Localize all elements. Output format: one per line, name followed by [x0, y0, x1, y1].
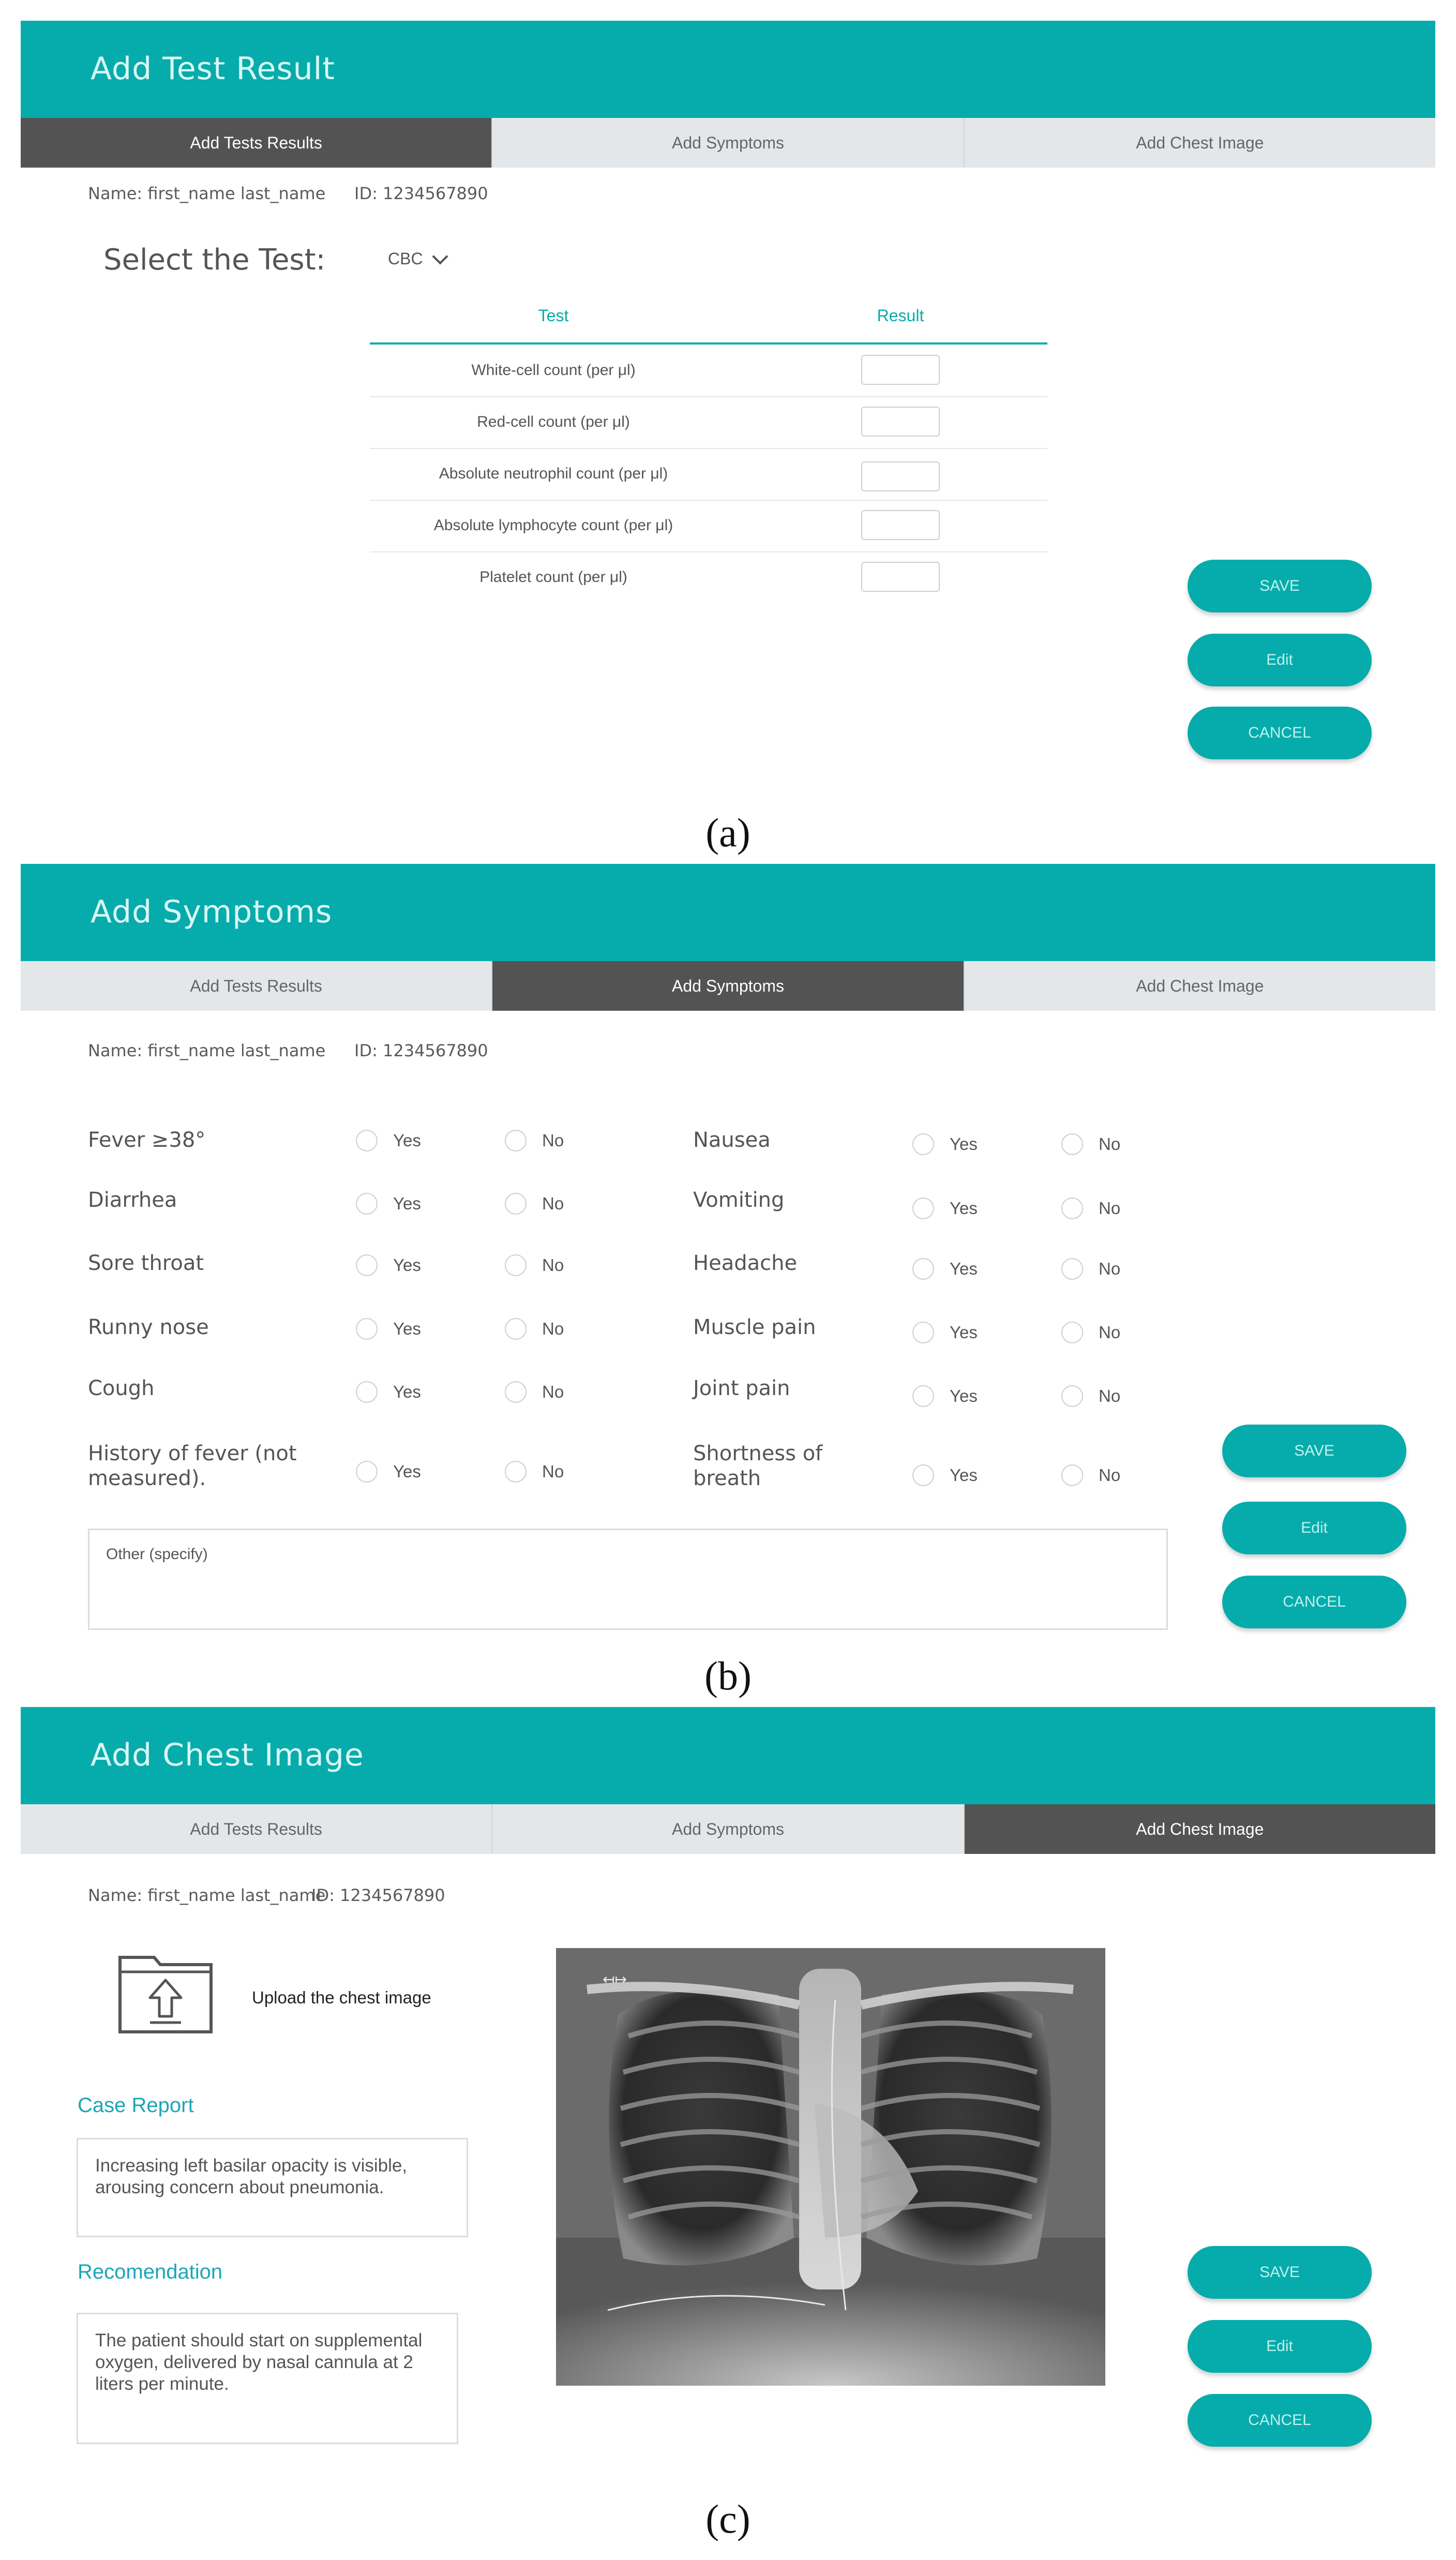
radio-label: Yes	[393, 1319, 421, 1338]
figure-caption-c: (c)	[706, 2496, 750, 2541]
radio-circle	[505, 1254, 527, 1276]
test-name: Absolute lymphocyte count (per μl)	[433, 517, 673, 534]
test-name: Platelet count (per μl)	[479, 568, 627, 586]
patient-name: Name: first_name last_name	[88, 1041, 326, 1060]
radio-no[interactable]	[1061, 1133, 1120, 1155]
radio-circle	[356, 1461, 378, 1483]
tab-add-tests-results[interactable]: Add Tests Results	[21, 961, 492, 1011]
selected-test-value: CBC	[388, 249, 423, 268]
radio-label: No	[542, 1194, 564, 1213]
radio-yes[interactable]	[356, 1130, 421, 1151]
chest-xray-graphic	[556, 1948, 1105, 2386]
symptom-label: Muscle pain	[693, 1315, 816, 1339]
save-button[interactable]: SAVE	[1188, 2246, 1372, 2299]
radio-yes[interactable]	[912, 1258, 978, 1280]
radio-yes[interactable]	[356, 1381, 421, 1403]
radio-yes[interactable]	[912, 1197, 978, 1219]
radio-circle	[1061, 1258, 1083, 1280]
other-symptoms-textarea[interactable]	[88, 1529, 1168, 1630]
radio-label: No	[1099, 1199, 1121, 1218]
tab-bar-a	[21, 118, 1435, 168]
symptom-label: Sore throat	[88, 1251, 204, 1275]
page-title: Add Test Result	[91, 51, 335, 87]
radio-yes[interactable]	[356, 1254, 421, 1276]
radio-circle	[912, 1133, 934, 1155]
recommendation-textarea[interactable]: The patient should start on supplemental oxygen, delivered by nasal cannula at 2 liters per minute.	[77, 2313, 458, 2444]
tab-add-chest-image[interactable]: Add Chest Image	[965, 1804, 1435, 1854]
radio-no[interactable]	[505, 1381, 564, 1403]
symptom-label: History of fever (not measured).	[88, 1442, 297, 1490]
tab-add-symptoms[interactable]: Add Symptoms	[492, 961, 964, 1011]
radio-circle	[1061, 1385, 1083, 1407]
radio-label: No	[1099, 1259, 1121, 1278]
radio-circle	[912, 1322, 934, 1343]
radio-circle	[356, 1318, 378, 1340]
edit-button[interactable]: Edit	[1222, 1502, 1406, 1554]
symptom-label: Nausea	[693, 1128, 771, 1152]
radio-circle	[505, 1318, 527, 1340]
tab-add-symptoms[interactable]: Add Symptoms	[492, 118, 964, 168]
radio-label: Yes	[393, 1382, 421, 1401]
figure-caption-b: (b)	[704, 1653, 752, 1698]
header-bar-c	[21, 1707, 1435, 1804]
radio-circle	[912, 1197, 934, 1219]
tab-add-tests-results[interactable]: Add Tests Results	[21, 118, 492, 168]
cancel-button[interactable]: CANCEL	[1222, 1576, 1406, 1628]
radio-label: Yes	[950, 1134, 978, 1154]
tab-bar-c	[21, 1804, 1435, 1854]
radio-no[interactable]	[505, 1461, 564, 1483]
radio-no[interactable]	[505, 1254, 564, 1276]
edit-button[interactable]: Edit	[1188, 634, 1372, 686]
select-test-label: Select the Test:	[103, 243, 326, 277]
table-row	[370, 448, 1047, 501]
patient-name: Name: first_name last_name	[88, 184, 326, 203]
case-report-textarea[interactable]: Increasing left basilar opacity is visible, arousing concern about pneumonia.	[77, 2138, 468, 2237]
radio-yes[interactable]	[912, 1464, 978, 1486]
radio-no[interactable]	[505, 1318, 564, 1340]
radio-circle	[356, 1254, 378, 1276]
symptom-label: Headache	[693, 1251, 798, 1275]
radio-label: Yes	[950, 1386, 978, 1405]
radio-circle	[1061, 1133, 1083, 1155]
save-button[interactable]: SAVE	[1222, 1425, 1406, 1477]
radio-label: No	[542, 1319, 564, 1338]
radio-yes[interactable]	[912, 1133, 978, 1155]
patient-name: Name: first_name last_name	[88, 1885, 326, 1905]
page-title: Add Chest Image	[91, 1737, 364, 1773]
radio-yes[interactable]	[356, 1318, 421, 1340]
radio-label: No	[1099, 1323, 1121, 1342]
radio-circle	[912, 1385, 934, 1407]
radio-no[interactable]	[1061, 1322, 1120, 1343]
radio-circle	[1061, 1464, 1083, 1486]
cancel-button[interactable]: CANCEL	[1188, 707, 1372, 759]
radio-circle	[505, 1461, 527, 1483]
radio-label: No	[542, 1462, 564, 1481]
result-input[interactable]	[861, 562, 940, 592]
table-row	[370, 500, 1047, 552]
table-row	[370, 396, 1047, 449]
case-report-label: Case Report	[78, 2094, 194, 2117]
results-table-header	[370, 306, 1047, 345]
radio-label: No	[1099, 1465, 1121, 1485]
edit-button[interactable]: Edit	[1188, 2320, 1372, 2373]
table-row	[370, 345, 1047, 397]
symptom-label: Vomiting	[693, 1188, 785, 1212]
symptom-label: Cough	[88, 1376, 155, 1400]
test-name: Absolute neutrophil count (per μl)	[439, 465, 668, 482]
radio-label: Yes	[393, 1255, 421, 1275]
radio-yes[interactable]	[356, 1193, 421, 1215]
test-name: White-cell count (per μl)	[471, 362, 636, 379]
radio-yes[interactable]	[356, 1461, 421, 1483]
radio-label: Yes	[950, 1323, 978, 1342]
radio-label: No	[1099, 1134, 1121, 1154]
radio-label: No	[1099, 1386, 1121, 1405]
result-input[interactable]	[861, 355, 940, 385]
symptom-label: Diarrhea	[88, 1188, 177, 1212]
radio-label: Yes	[950, 1259, 978, 1278]
test-select-dropdown[interactable]	[388, 249, 446, 268]
radio-label: Yes	[393, 1131, 421, 1150]
figure-caption-a: (a)	[706, 810, 750, 855]
patient-id: ID: 1234567890	[354, 1041, 488, 1060]
symptom-label: Fever ≥38°	[88, 1128, 206, 1152]
radio-circle	[356, 1193, 378, 1215]
recommendation-label: Recomendation	[78, 2260, 223, 2283]
patient-id: ID: 1234567890	[354, 184, 488, 203]
radio-label: No	[542, 1131, 564, 1150]
radio-circle	[505, 1130, 527, 1151]
tab-add-symptoms[interactable]: Add Symptoms	[492, 1804, 964, 1854]
radio-circle	[1061, 1197, 1083, 1219]
chest-xray-image	[556, 1948, 1105, 2386]
radio-no[interactable]	[1061, 1464, 1120, 1486]
svg-text:↤↦: ↤↦	[603, 1971, 627, 1988]
header-bar-b	[21, 864, 1435, 961]
radio-no[interactable]	[505, 1130, 564, 1151]
chevron-down-icon	[432, 248, 448, 264]
radio-yes[interactable]	[912, 1322, 978, 1343]
table-row	[370, 551, 1047, 603]
page-title: Add Symptoms	[91, 894, 333, 930]
test-name: Red-cell count (per μl)	[477, 413, 630, 430]
radio-no[interactable]	[1061, 1197, 1120, 1219]
radio-circle	[912, 1464, 934, 1486]
radio-circle	[505, 1381, 527, 1403]
tab-add-chest-image[interactable]: Add Chest Image	[965, 118, 1435, 168]
radio-no[interactable]	[505, 1193, 564, 1215]
tab-bar-b	[21, 961, 1435, 1011]
save-button[interactable]: SAVE	[1188, 560, 1372, 612]
radio-label: No	[542, 1255, 564, 1275]
radio-label: Yes	[950, 1199, 978, 1218]
symptom-label: Shortness of breath	[693, 1442, 823, 1490]
radio-circle	[1061, 1322, 1083, 1343]
radio-label: Yes	[950, 1465, 978, 1485]
column-header-test: Test	[538, 306, 569, 325]
radio-label: Yes	[393, 1462, 421, 1481]
radio-circle	[356, 1130, 378, 1151]
tab-add-chest-image[interactable]: Add Chest Image	[965, 961, 1435, 1011]
radio-circle	[505, 1193, 527, 1215]
header-bar-a	[21, 21, 1435, 118]
radio-label: No	[542, 1382, 564, 1401]
radio-no[interactable]	[1061, 1385, 1120, 1407]
cancel-button[interactable]: CANCEL	[1188, 2394, 1372, 2447]
result-input[interactable]	[861, 407, 940, 437]
patient-id: ID: 1234567890	[311, 1885, 445, 1905]
result-input[interactable]	[861, 461, 940, 491]
tab-add-tests-results[interactable]: Add Tests Results	[21, 1804, 492, 1854]
column-header-result: Result	[877, 306, 924, 325]
radio-circle	[356, 1381, 378, 1403]
other-placeholder: Other (specify)	[106, 1546, 208, 1563]
radio-label: Yes	[393, 1194, 421, 1213]
upload-label[interactable]: Upload the chest image	[252, 1988, 431, 2007]
upload-folder-icon[interactable]	[118, 1953, 213, 2034]
symptom-label: Joint pain	[693, 1376, 790, 1400]
radio-yes[interactable]	[912, 1385, 978, 1407]
radio-circle	[912, 1258, 934, 1280]
radio-no[interactable]	[1061, 1258, 1120, 1280]
symptom-label: Runny nose	[88, 1315, 209, 1339]
result-input[interactable]	[861, 510, 940, 540]
